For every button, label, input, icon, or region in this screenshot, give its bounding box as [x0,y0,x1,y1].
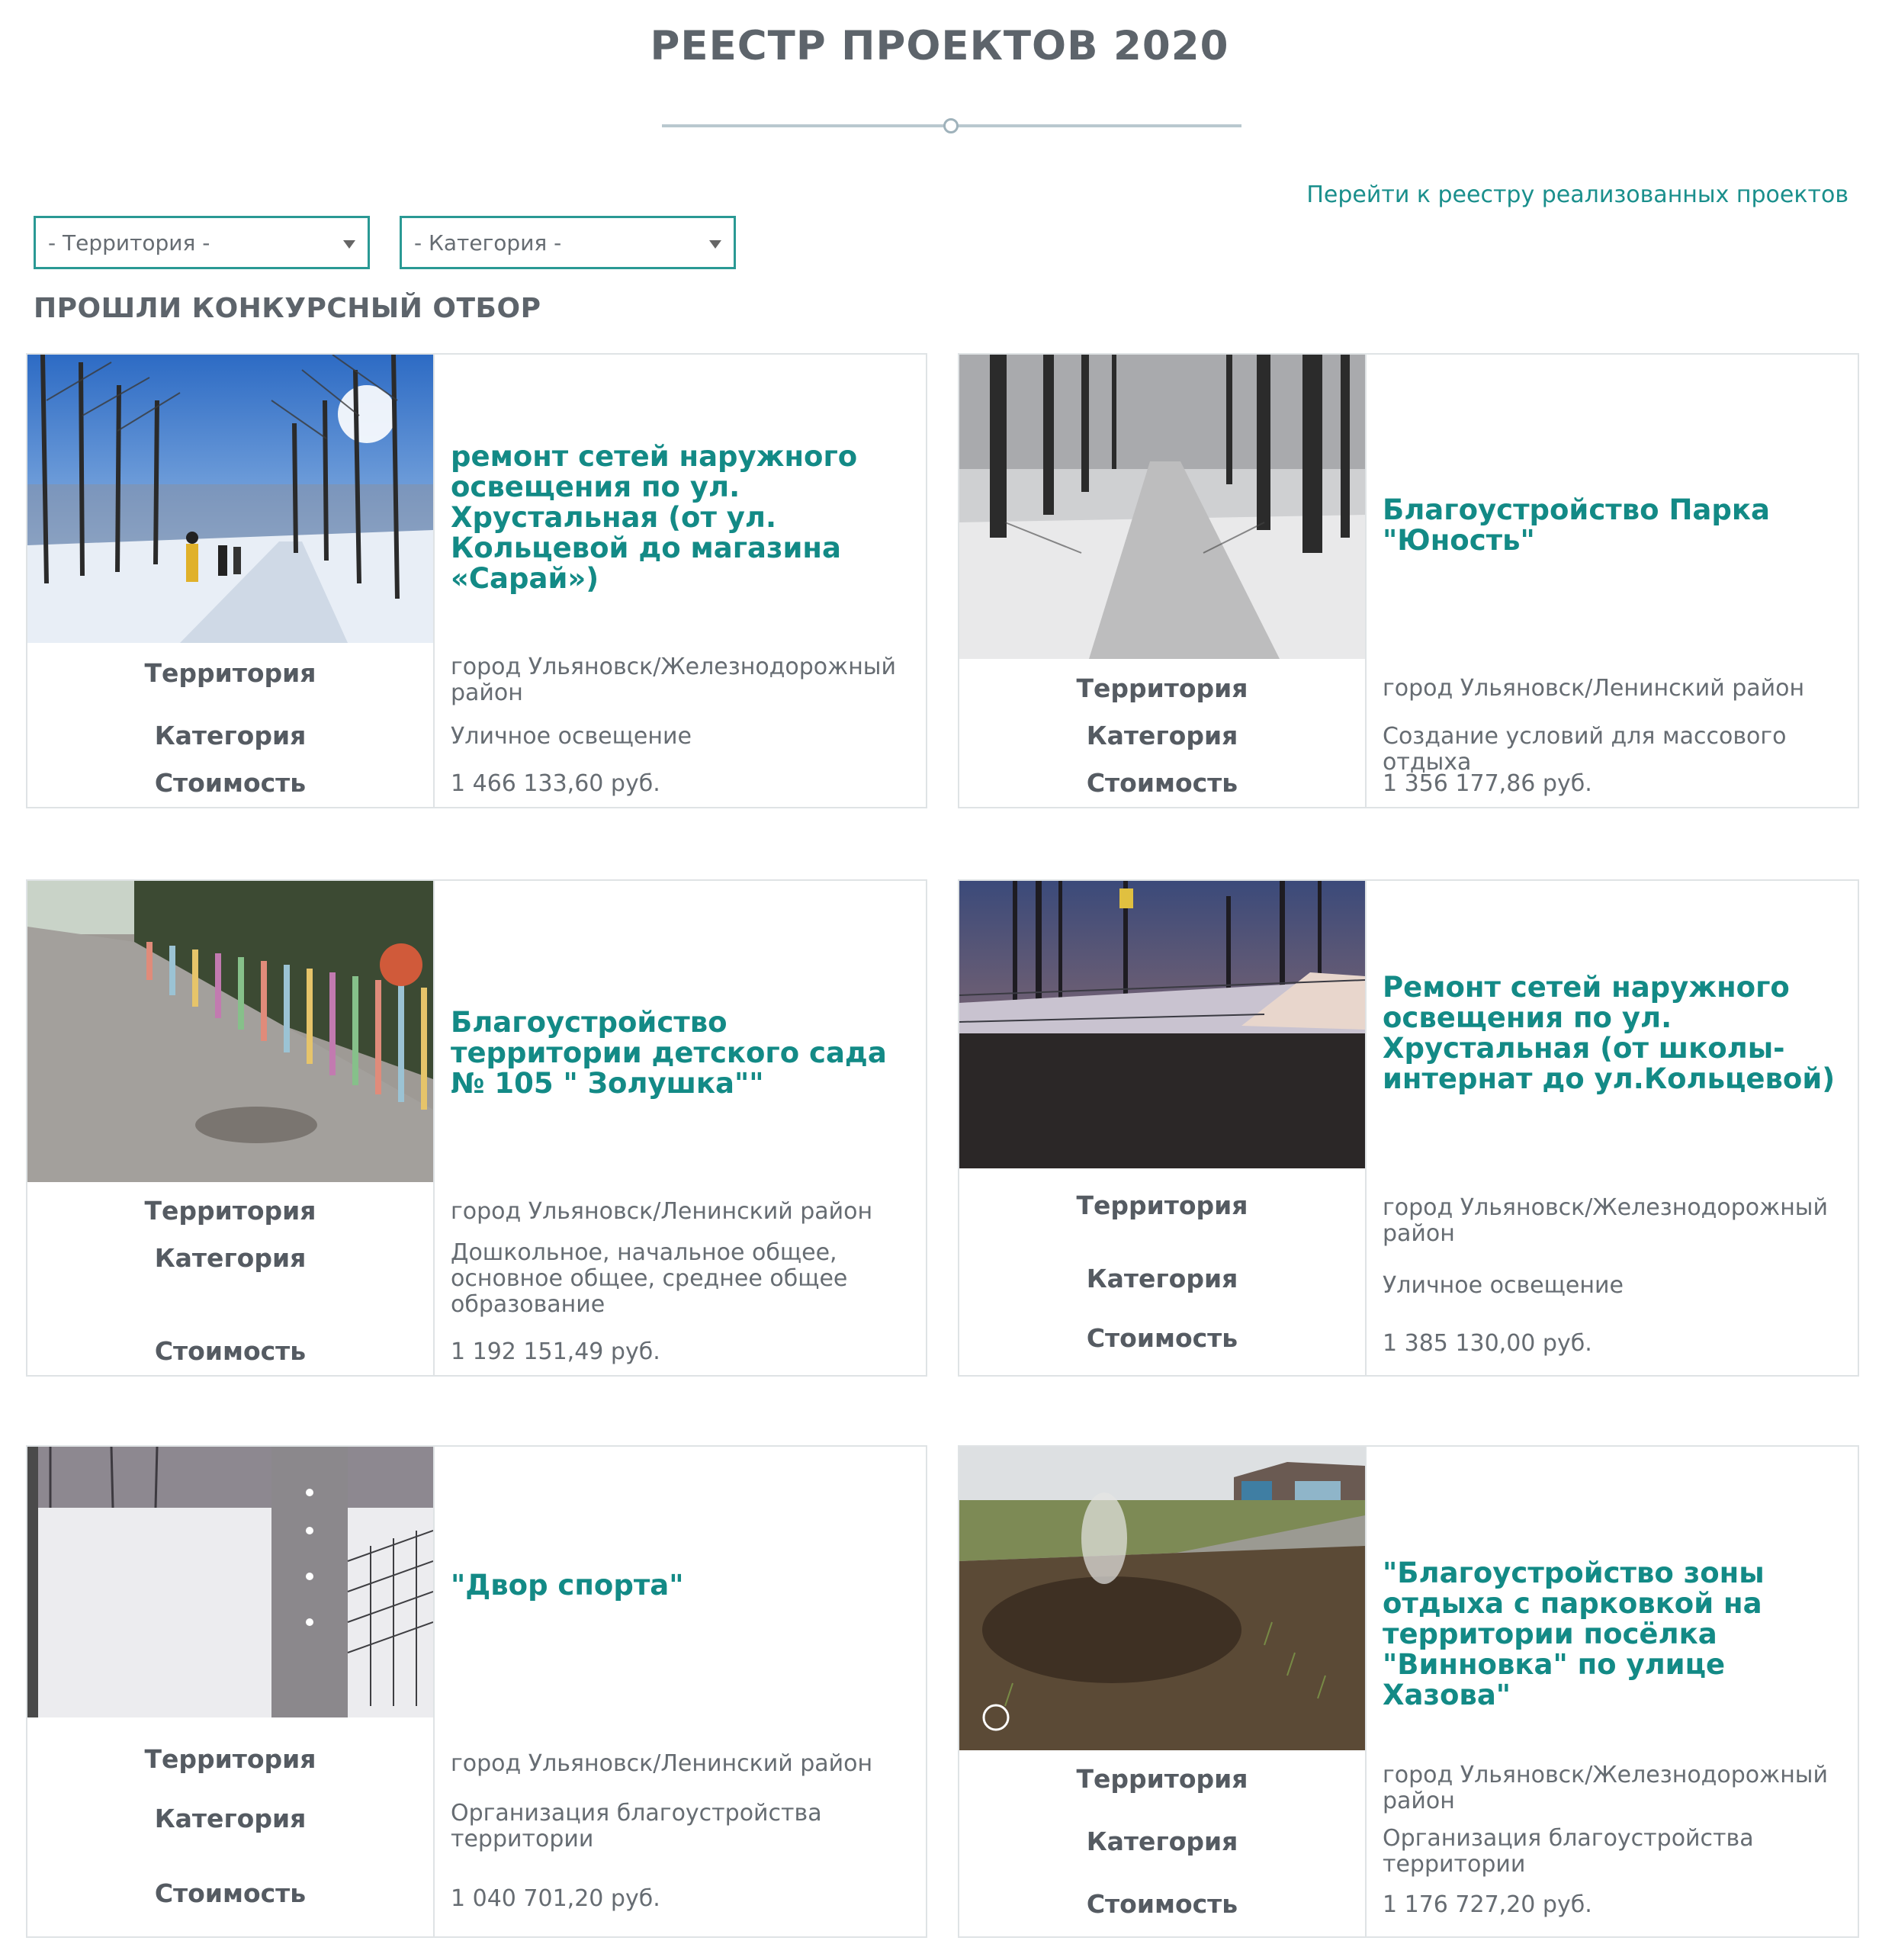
implemented-projects-link[interactable]: Перейти к реестру реализованных проектов [1306,182,1848,208]
project-photo-evening-street [959,881,1365,1168]
project-photo-winter-street [27,355,433,643]
territory-label: Территория [1076,1764,1248,1794]
card-separator [1365,1447,1367,1936]
cost-label: Стоимость [154,1878,307,1908]
territory-label: Территория [144,1744,316,1774]
project-photo-snowy-park-path [959,355,1365,659]
category-label: Категория [1086,1264,1238,1293]
territory-filter-select[interactable] [34,216,370,269]
project-card[interactable] [958,1445,1859,1938]
cost-value: 1 385 130,00 руб. [1383,1330,1592,1357]
card-separator [1365,881,1367,1375]
cost-value: 1 040 701,20 руб. [451,1885,660,1912]
project-card[interactable] [26,1445,927,1938]
chevron-down-icon [709,240,721,249]
cost-value: 1 356 177,86 руб. [1383,770,1592,797]
territory-label: Территория [1076,673,1248,703]
territory-value: город Ульяновск/Ленинский район [451,1750,873,1777]
project-title[interactable]: ремонт сетей наружного освещения по ул. Хрустальная (от ул. Кольцевой до магазина «Сарай») [451,440,858,595]
category-value: Организация благоустройства территории [1383,1825,1754,1878]
territory-value: город Ульяновск/Ленинский район [451,1198,873,1225]
card-separator [1365,355,1367,807]
project-card[interactable] [26,879,927,1377]
cost-label: Стоимость [1086,1323,1238,1353]
category-filter-label: - Категория - [414,230,562,255]
project-title[interactable]: "Двор спорта" [451,1569,684,1602]
cost-value: 1 192 151,49 руб. [451,1338,660,1365]
territory-value: город Ульяновск/Железнодорожный район [451,654,896,706]
cost-value: 1 176 727,20 руб. [1383,1891,1592,1918]
divider-dot [943,118,959,133]
territory-value: город Ульяновск/Железнодорожный район [1383,1762,1828,1814]
category-value: Создание условий для массового отдыха [1383,723,1787,776]
project-card[interactable] [958,353,1859,808]
project-title[interactable]: Ремонт сетей наружного освещения по ул. Хрустальная (от школы- интернат до ул.Кольцевой) [1383,971,1836,1095]
category-value: Дошкольное, начальное общее, основное общее, среднее общее образование [451,1239,848,1318]
category-filter-select[interactable] [400,216,736,269]
project-photo-recreation-zone [959,1447,1365,1750]
category-label: Категория [154,1243,307,1273]
category-label: Категория [154,1804,307,1833]
project-card[interactable] [958,879,1859,1377]
cost-value: 1 466 133,60 руб. [451,770,660,797]
territory-label: Территория [1076,1190,1248,1220]
territory-label: Территория [144,1196,316,1226]
category-label: Категория [154,721,307,750]
chevron-down-icon [343,240,355,249]
card-separator [433,881,435,1375]
category-value: Уличное освещение [1383,1272,1624,1299]
project-title[interactable]: Благоустройство территории детского сада № 105 " Золушка"" [451,1006,887,1100]
project-title[interactable]: Благоустройство Парка "Юность" [1383,493,1770,557]
territory-filter-label: - Территория - [48,230,210,255]
project-photo-kindergarten-fence [27,881,433,1182]
project-card[interactable] [26,353,927,808]
cost-label: Стоимость [1086,1889,1238,1919]
card-separator [433,355,435,807]
cost-label: Стоимость [154,768,307,798]
category-label: Категория [1086,1827,1238,1856]
page-title: РЕЕСТР ПРОЕКТОВ 2020 [650,23,1229,69]
project-title[interactable]: "Благоустройство зоны отдыха с парковкой на территории посёлка "Винновка" по улице Хазова" [1383,1557,1765,1711]
cost-label: Стоимость [154,1336,307,1366]
territory-value: город Ульяновск/Ленинский район [1383,675,1805,702]
project-photo-sports-yard [27,1447,433,1717]
card-separator [433,1447,435,1936]
territory-value: город Ульяновск/Железнодорожный район [1383,1194,1828,1247]
section-title: ПРОШЛИ КОНКУРСНЫЙ ОТБОР [34,293,541,324]
category-value: Уличное освещение [451,723,692,750]
category-label: Категория [1086,721,1238,750]
cost-label: Стоимость [1086,768,1238,798]
territory-label: Территория [144,658,316,688]
category-value: Организация благоустройства территории [451,1800,822,1852]
